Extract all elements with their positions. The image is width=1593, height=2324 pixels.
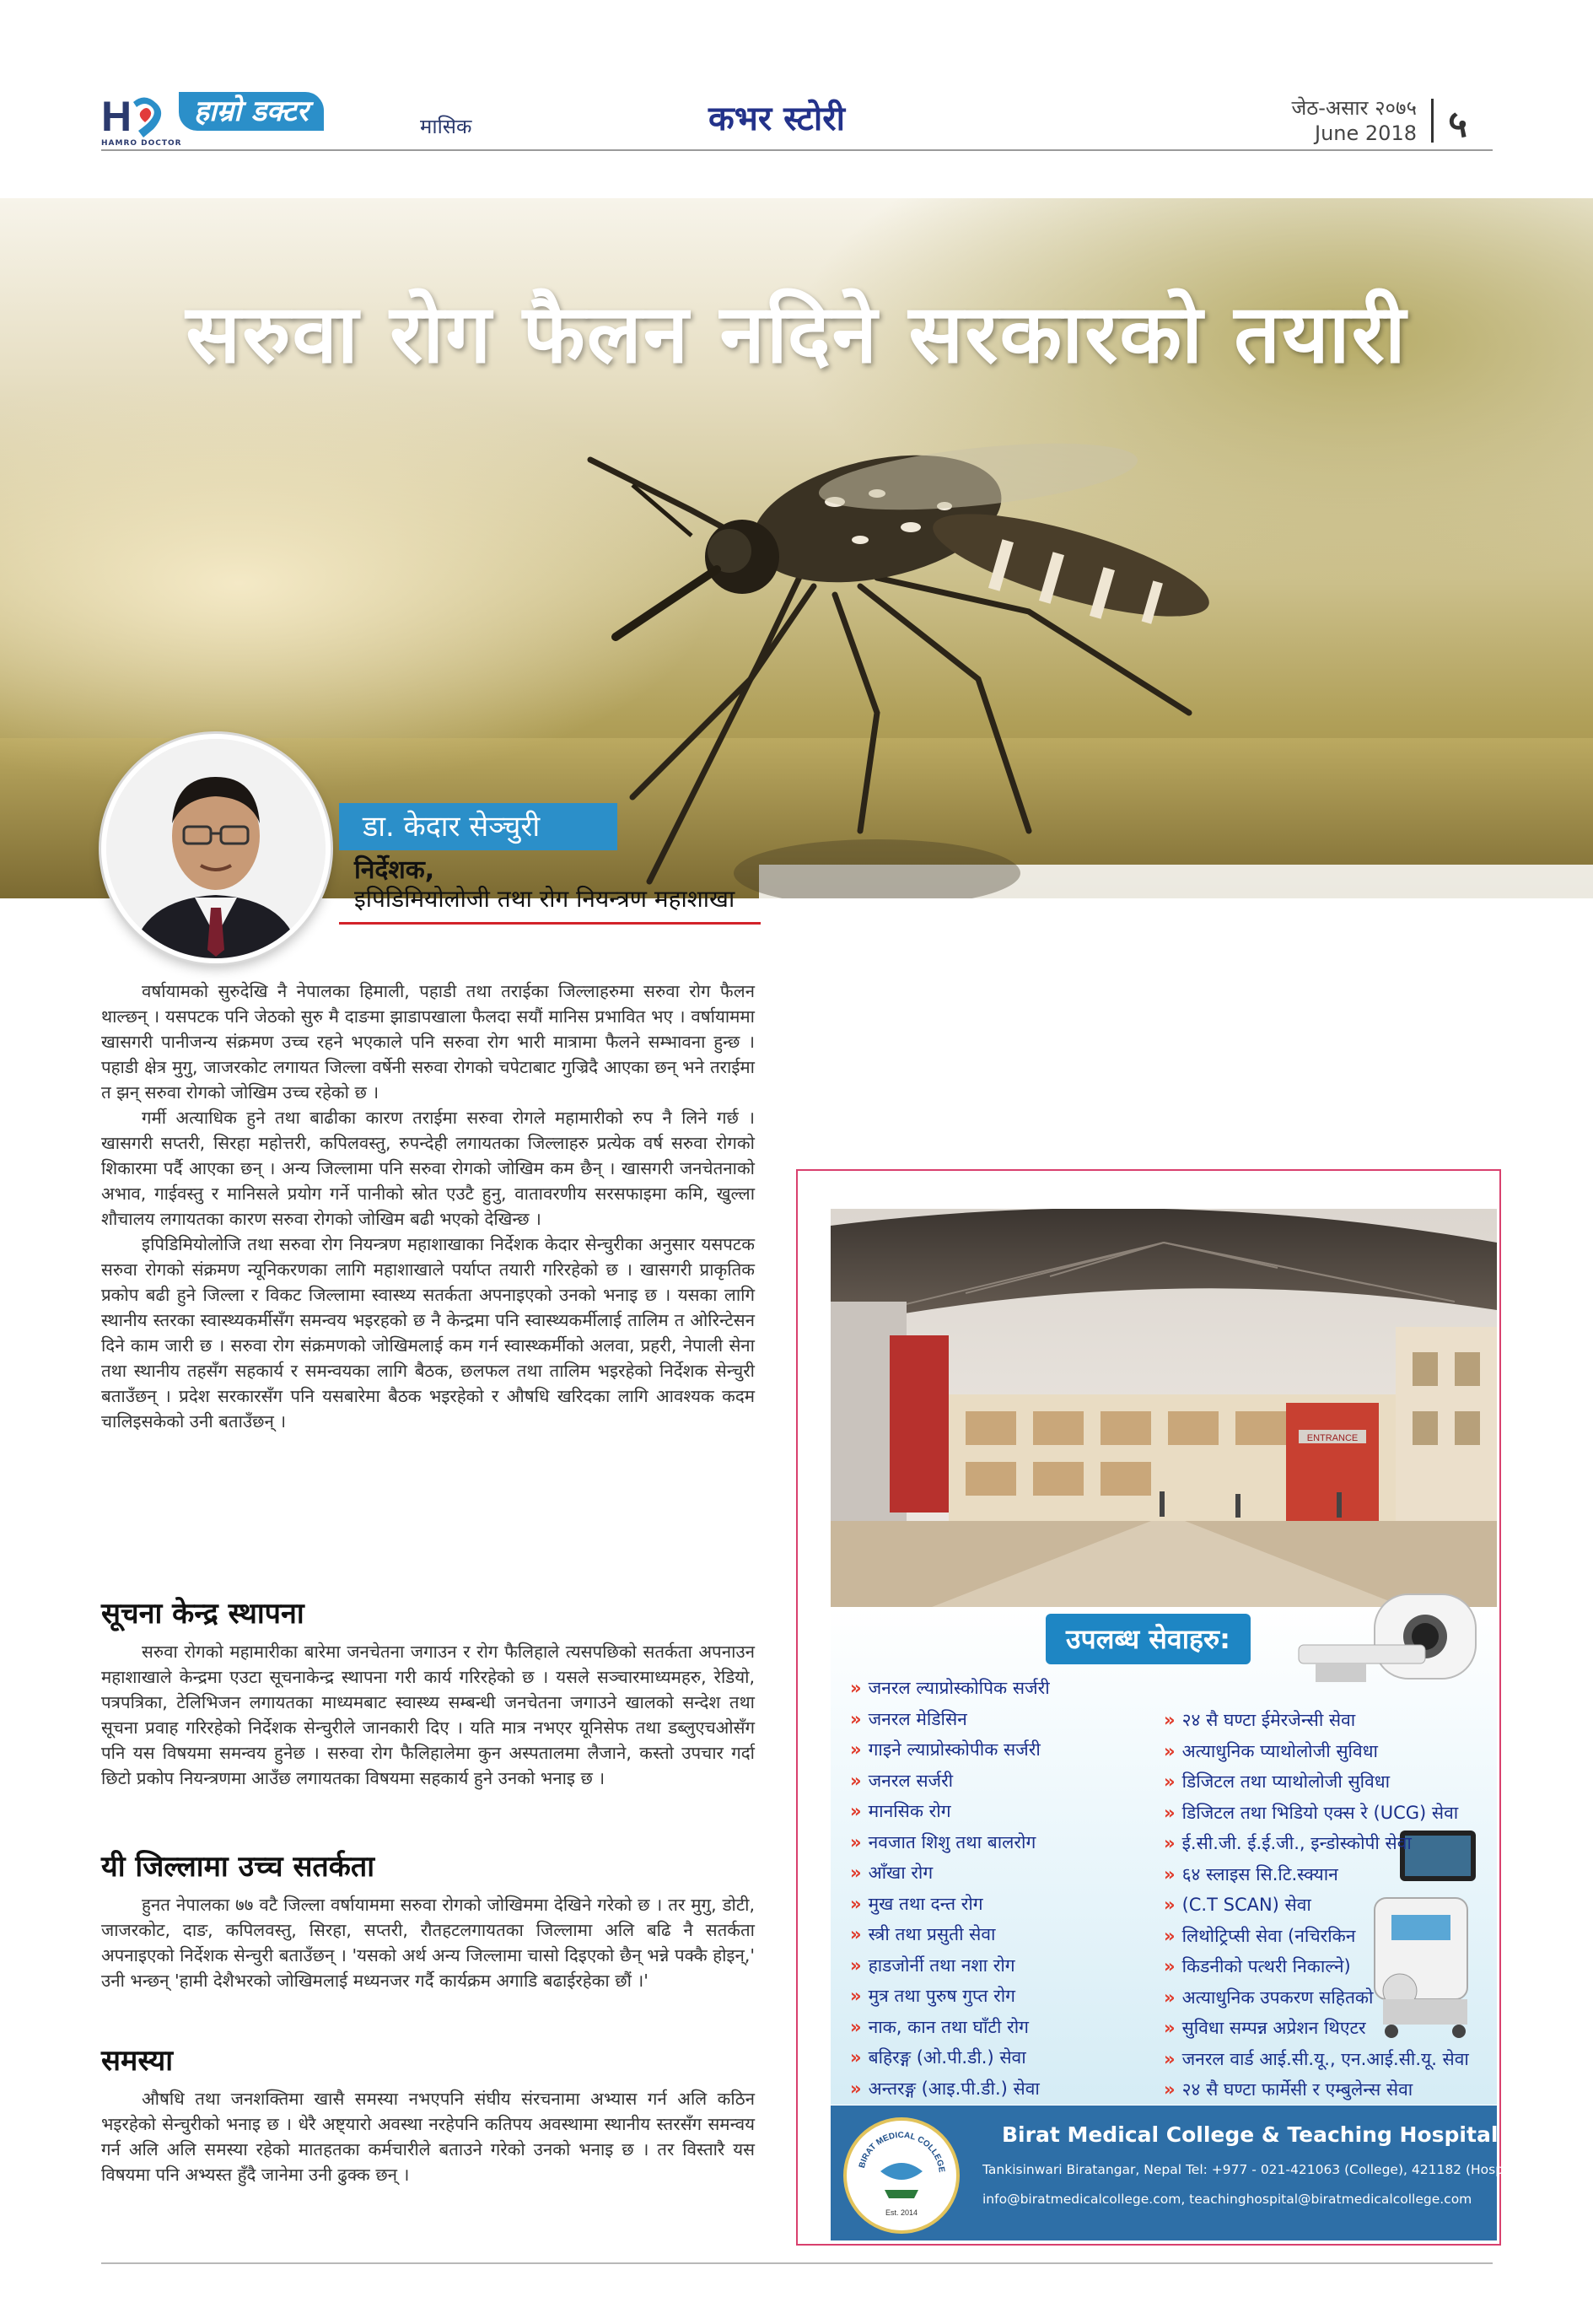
service-item — [850, 1673, 1162, 1704]
service-item — [850, 1734, 1162, 1766]
author-underline — [339, 922, 761, 925]
service-arrow-icon: » — [1164, 1740, 1176, 1761]
service-item — [1164, 2044, 1493, 2075]
service-item — [850, 1858, 1162, 1889]
svg-text:H: H — [101, 94, 132, 140]
service-arrow-icon: » — [1164, 2079, 1176, 2100]
service-item — [1164, 1951, 1493, 1982]
service-arrow-icon: » — [850, 1739, 862, 1760]
article-section — [101, 2086, 755, 2187]
service-item — [850, 1704, 1162, 1735]
service-arrow-icon: » — [1164, 1956, 1176, 1976]
service-label: मानसिक रोग — [868, 1801, 951, 1821]
service-label: २४ सै घण्टा फार्मेसी र एम्बुलेन्स सेवा — [1181, 2079, 1413, 2100]
service-label: मुत्र तथा पुरुष गुप्त रोग — [868, 1986, 1015, 2006]
service-label: अन्तरङ्ग (आइ.पी.डी.) सेवा — [868, 2078, 1040, 2099]
ct-scanner-image — [1290, 1586, 1484, 1687]
service-arrow-icon: » — [850, 1831, 862, 1852]
masthead — [101, 89, 1493, 151]
service-item — [1164, 1736, 1493, 1767]
service-arrow-icon: » — [850, 2016, 862, 2037]
service-arrow-icon: » — [850, 1678, 862, 1698]
service-label: डिजिटल तथा प्याथोलोजी सुविधा — [1181, 1771, 1391, 1792]
service-item — [1164, 1921, 1493, 1952]
service-arrow-icon: » — [1164, 1710, 1176, 1730]
service-arrow-icon: » — [1164, 1863, 1176, 1885]
service-arrow-icon: » — [850, 2078, 862, 2099]
college-name: Birat Medical College & Teaching Hospital — [1002, 2122, 1499, 2147]
paragraph: सरुवा रोगको महामारीका बारेमा जनचेतना जगाउन र रोग फैलिहाले त्यसपछिको सतर्कता अपनाउन महाशाखाले केन्द्रमा एउटा सूचनाकेन्द्र स्थापना गरी कार्य गरिरहेको छ । यसले सञ्चारमाध्यमहरु, रेडियो, पत्रपत्रिका, टेलिभिजन लगायतका माध्यमबाट स्वास्थ्य सम्बन्धी जनचेतना जगाउने खालको सन्देश तथा सूचना प्रवाह गरिरहेको निर्देशक सेन्चुरीले जानकारी दिए । यति मात्र नभएर यूनिसेफ तथा डब्लुएचओसँग पनि यस विषयमा समन्वय हुनेछ । सरुवा रोग फैलिहालेमा कुन अस्पतालमा लैजाने, कस्तो उपचार गर्दा छिटो प्रकोप नियन्त्रणमा आउँछ लगायतका विषयमा सहकार्य हुने उनको भनाइ छ । — [101, 1642, 755, 1788]
service-arrow-icon: » — [850, 1924, 862, 1944]
paragraph: वर्षायामको सुरुदेखि नै नेपालका हिमाली, पहाडी तथा तराईका जिल्लाहरुमा सरुवा रोग फैलन थाल्छन् । यसपटक पनि जेठको सुरु मै दाङमा झाडापखाला फैलदा सयौं मानिस प्रभावित भए । वर्षायाममा खासगरी पानीजन्य संक्रमण उच्च रहने भएकाले पनि सरुवा रोग भारी मात्रामा फैलने सम्भावना हुन्छ । पहाडी क्षेत्र मुगु, जाजरकोट लगायत जिल्ला वर्षेनी सरुवा रोगको चपेटाबाट गुज्रिदै आएका छन् भने तराईमा त झन् सरुवा रोगको जोखिम उच्च रहेको छ । — [101, 981, 755, 1103]
hospital-photo — [831, 1209, 1497, 1607]
crest-est: Est. 2014 — [885, 2208, 918, 2217]
college-email: info@biratmedicalcollege.com, teachinghospital@biratmedicalcollege.com — [982, 2192, 1472, 2207]
paragraph: औषधि तथा जनशक्तिमा खासै समस्या नभएपनि संघीय संरचनामा अभ्यास गर्न अलि कठिन भइरहेको सेन्चुरीको भनाइ छ । धेरै अष्ट्यारो अवस्था नरहेपनि कतिपय अवस्थामा स्थानीय स्तरसँग समन्वय गर्न अलि अलि समस्या रहेको मातहतका कर्मचारीले बताउने गरेको उनको भनाइ छ । तर विस्तारै यस विषयमा पनि अभ्यस्त हुँदै जानेमा उनी ढुक्क छन् । — [101, 2089, 755, 2185]
service-arrow-icon: » — [1164, 2018, 1176, 2038]
author-portrait — [101, 734, 331, 963]
section-heading: यी जिल्लामा उच्च सतर्कता — [101, 1850, 375, 1884]
entrance-sign: ENTRANCE — [1306, 1433, 1359, 1443]
service-label: (C.T SCAN) सेवा — [1181, 1895, 1311, 1915]
service-item — [850, 1796, 1162, 1827]
service-label: किडनीको पत्थरी निकाल्ने) — [1181, 1956, 1351, 1976]
service-item — [850, 2012, 1162, 2043]
service-arrow-icon: » — [850, 1986, 862, 2006]
service-label: अत्याधुनिक उपकरण सहितको — [1181, 1987, 1374, 2008]
service-label: जनरल मेडिसिन — [868, 1708, 967, 1729]
service-arrow-icon: » — [1164, 1895, 1176, 1915]
service-label: सुविधा सम्पन्न अप्रेशन थिएटर — [1181, 2018, 1366, 2038]
services-list-left — [850, 1673, 1162, 2104]
service-arrow-icon: » — [1164, 1771, 1176, 1792]
hospital-building-illustration — [831, 1209, 1497, 1607]
service-item — [850, 2073, 1162, 2105]
service-arrow-icon: » — [1164, 1925, 1176, 1946]
article-intro — [101, 979, 755, 1434]
author-role: निर्देशक, — [354, 855, 435, 885]
paragraph: इपिडिमियोलोजि तथा सरुवा रोग नियन्त्रण महाशाखाका निर्देशक केदार सेन्चुरीका अनुसार यसपटक सरुवा रोगको संक्रमण न्यूनिकरणका लागि महाशाखाले पर्याप्त तयारी गरिरहेको छ । खासगरी प्राकृतिक प्रकोप बढी हुने जिल्ला र विकट जिल्लामा स्वास्थ्य सतर्कता अपनाइएको उनको भनाइ छ । यसका लागि स्थानीय स्तरका स्वास्थ्यकर्मीसँग समन्वय भइरहको छ नै केन्द्रमा पनि स्वास्थ्यकर्मीलाई तालिम त ओरिन्टेसन दिने काम जारी छ । सरुवा रोग संक्रमणको जोखिमलाई कम गर्न स्वास्थ्कर्मीको अलवा, प्रहरी, नेपाली सेना तथा स्थानीय तहसँग सहकार्य र समन्वयका लागि बैठक, छलफल तथा तालिम भइरहेको निर्देशक सेन्चुरी बताउँछन् । प्रदेश सरकारसँग पनि यसबारेमा बैठक भइरहेको र औषधि खरिदका लागि आवश्यक कदम चालिइसकेको उनी बताउँछन् । — [101, 1234, 755, 1432]
service-arrow-icon: » — [850, 2047, 862, 2068]
issue-date-nepali: जेठ-असार २०७५ — [1291, 96, 1417, 120]
logo-subtitle: मासिक — [420, 115, 472, 138]
service-arrow-icon: » — [1164, 1987, 1176, 2008]
service-arrow-icon: » — [850, 1863, 862, 1883]
service-label: बहिरङ्ग (ओ.पी.डी.) सेवा — [868, 2047, 1026, 2068]
service-item — [1164, 1859, 1493, 1890]
service-label: अत्याधुनिक प्याथोलोजी सुविधा — [1181, 1740, 1378, 1761]
section-heading: समस्या — [101, 2044, 174, 2078]
author-name: डा. केदार सेञ्चुरी — [363, 810, 541, 844]
issue-date-english: June 2018 — [1315, 121, 1417, 145]
service-label: जनरल ल्याप्रोस्कोपिक सर्जरी — [868, 1678, 1050, 1698]
service-label: आँखा रोग — [868, 1863, 934, 1883]
service-item — [1164, 1705, 1493, 1736]
logo-tagline: HAMRO DOCTOR — [101, 139, 182, 148]
service-item — [1164, 1828, 1493, 1859]
service-label: मुख तथा दन्त रोग — [868, 1893, 983, 1914]
service-item — [850, 1981, 1162, 2012]
issue-date — [1291, 95, 1417, 146]
article-section — [101, 1892, 755, 1993]
service-label: हाडजोर्नी तथा नशा रोग — [868, 1955, 1015, 1976]
service-item — [1164, 1982, 1493, 2014]
service-arrow-icon: » — [850, 1770, 862, 1791]
service-label: डिजिटल तथा भिडियो एक्स रे (UCG) सेवा — [1181, 1802, 1459, 1823]
service-item — [1164, 1798, 1493, 1829]
service-label: गाइने ल्याप्रोस्कोपीक सर्जरी — [868, 1739, 1041, 1760]
service-label: जनरल सर्जरी — [868, 1770, 954, 1791]
section-label: कभर स्टोरी — [708, 100, 845, 138]
author-designation — [354, 856, 735, 914]
college-crest-icon — [843, 2117, 960, 2234]
service-arrow-icon: » — [850, 1955, 862, 1976]
service-label: ई.सी.जी. ई.ई.जी., इन्डोस्कोपी सेवा — [1181, 1833, 1412, 1853]
service-label: जनरल वार्ड आई.सी.यू., एन.आई.सी.यू. सेवा — [1181, 2048, 1469, 2069]
article-title: सरुवा रोग फैलन नदिने सरकारको तयारी — [186, 287, 1407, 381]
service-item — [1164, 2013, 1493, 2044]
service-arrow-icon: » — [850, 1708, 862, 1729]
author-office: इपिडिमियोलोजी तथा रोग नियन्त्रण महाशाखा — [354, 885, 735, 913]
page-divider — [1431, 99, 1434, 143]
service-item — [1164, 2074, 1493, 2106]
service-item — [850, 1889, 1162, 1920]
services-heading: उपलब्ध सेवाहरु: — [1046, 1614, 1251, 1664]
service-arrow-icon: » — [850, 1893, 862, 1914]
paragraph: गर्मी अत्याधिक हुने तथा बाढीका कारण तराईमा सरुवा रोगले महामारीको रुप नै लिने गर्छ । खासगरी सप्तरी, सिरहा महोत्तरी, कपिलवस्तु, रुपन्देही लगायतका जिल्लाहरु प्रत्येक वर्ष सरुवा रोगको शिकारमा पर्दै आएका छन् । अन्य जिल्लामा पनि सरुवा रोगको जोखिम कम छैन् । खासगरी जनचेतनाको अभाव, गाईवस्तु र मानिसले प्रयोग गर्ने पानीको स्रोत एउटै हुनु, वातावरणीय सरसफाइमा कमि, खुल्ला शौचालय लगायतका कारण सरुवा रोगको जोखिम बढी भएको देखिन्छ । — [101, 1108, 755, 1229]
service-item — [850, 1827, 1162, 1858]
service-item — [850, 1919, 1162, 1950]
service-arrow-icon: » — [1164, 1802, 1176, 1823]
service-arrow-icon: » — [1164, 2048, 1176, 2069]
section-heading: सूचना केन्द्र स्थापना — [101, 1597, 304, 1631]
college-address: Tankisinwari Biratangar, Nepal Tel: +977 - 021-421063 (College), 421182 (Hospital) — [982, 2162, 1530, 2177]
paragraph: हुनत नेपालका ७७ वटै जिल्ला वर्षायाममा सरुवा रोगको जोखिममा देखिने गरेको छ । तर मुगु, डोटी, जाजरकोट, दाङ, कपिलवस्तु, सिरहा, सप्तरी, रौतहटलगायतका जिल्लामा अलि बढि नै सतर्कता अपनाइएको निर्देशक सेन्चुरी बताउँछन् । 'यसको अर्थ अन्य जिल्लामा चासो दिइएको छैन् भन्ने पक्कै होइन्,' उनी भन्छन् 'हामी देशैभरको जोखिमलाई मध्यनजर गर्दै कार्यक्रम अगाडि बढाईरहेका छौं ।' — [101, 1895, 755, 1991]
author-portrait-drawing — [106, 739, 326, 958]
service-label: २४ सै घण्टा ईमेरजेन्सी सेवा — [1181, 1710, 1356, 1730]
page-number: ५ — [1448, 103, 1467, 146]
service-label: नवजात शिशु तथा बालरोग — [868, 1831, 1036, 1852]
service-item — [850, 1766, 1162, 1797]
service-label: स्त्री तथा प्रसुती सेवा — [868, 1924, 996, 1944]
crest-text: BIRAT MEDICAL COLLEGE — [857, 2130, 946, 2173]
logo-heart-icon — [101, 94, 177, 141]
services-list-right — [1164, 1705, 1493, 2106]
service-label: नाक, कान तथा घाँटी रोग — [868, 2016, 1029, 2037]
bottom-divider — [101, 2262, 1493, 2264]
service-arrow-icon: » — [850, 1801, 862, 1821]
service-item — [1164, 1890, 1493, 1921]
service-item — [850, 1950, 1162, 1982]
service-item — [850, 2042, 1162, 2073]
article-section — [101, 1639, 755, 1791]
service-label: ६४ स्लाइस सि.टि.स्क्यान — [1181, 1863, 1338, 1885]
service-arrow-icon: » — [1164, 1833, 1176, 1853]
service-label: लिथोट्रिप्सी सेवा (नचिरकिन — [1181, 1925, 1356, 1946]
logo-wordmark: हाम्रो डक्टर — [179, 92, 324, 131]
service-item — [1164, 1766, 1493, 1798]
